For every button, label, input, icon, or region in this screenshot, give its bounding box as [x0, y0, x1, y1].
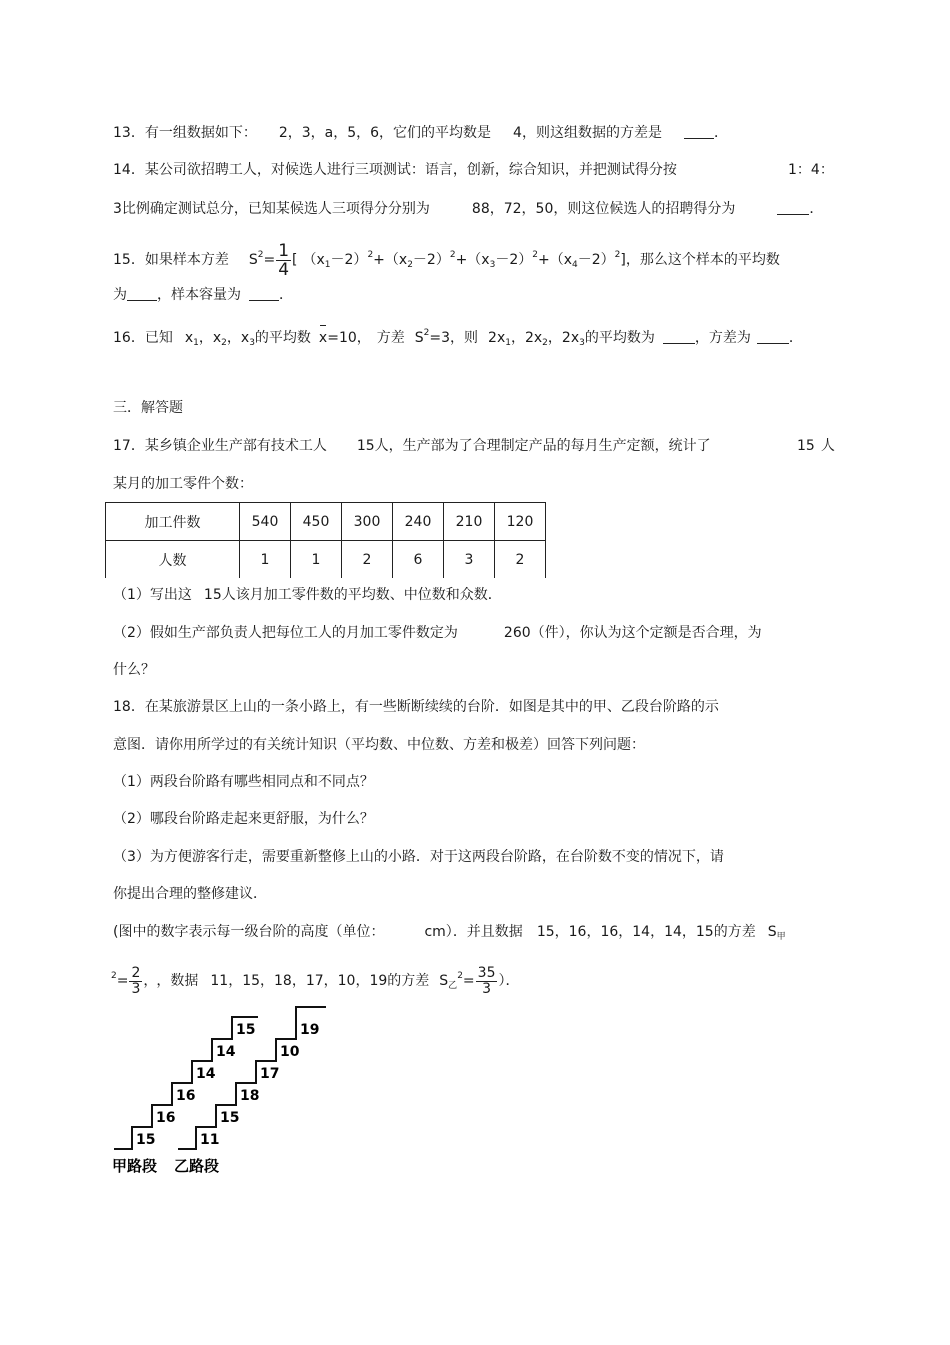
table-cell: 1 — [240, 541, 291, 579]
question-16: 16．已知 $x_1$，$x_2$，$x_3$的平均数 x=10， 方差 $S^2=3$，则 $2x_1$，$2x_2$，$2x_3$的平均数为 ，方差为 ． — [113, 328, 803, 348]
q18-note-line2: $^2$= $\frac{2}{3}$ ， ，数据 11，15，18，17，10，19的方差 $S_乙^2=$ $\frac{35}{3}$ ）． — [111, 964, 520, 997]
yi-step-height: 18 — [240, 1088, 260, 1104]
table-cell: 2 — [342, 541, 393, 579]
q13-text-b: 它们的平均数是 — [393, 125, 492, 141]
jia-step-height: 14 — [216, 1044, 236, 1060]
table-cell: 120 — [495, 503, 546, 541]
q18-part-2: （2）哪段台阶路走起来更舒服，为什么？ — [113, 811, 374, 827]
q16-number: 16． — [113, 330, 145, 346]
yi-step-height: 11 — [200, 1132, 220, 1148]
q17-part-2: （2）假如生产部负责人把每位工人的月加工零件数定为 260（件），你认为这个定额是否合理，为 — [113, 625, 762, 641]
jia-step-height: 15 — [136, 1132, 156, 1148]
q18-part-3: （3）为方便游客行走，需要重新整修上山的小路．对于这两段台阶路，在台阶数不变的情况下，请 — [113, 849, 724, 865]
q17-part-1: （1）写出这 15人该月加工零件数的平均数、中位数和众数． — [113, 587, 502, 603]
q14-text-b: 比例确定测试总分，已知某候选人三项得分分别为 — [121, 201, 430, 217]
question-18-line2: 意图．请你用所学过的有关统计知识（平均数、中位数、方差和极差）回答下列问题： — [113, 737, 645, 753]
yi-step-height: 17 — [260, 1066, 280, 1082]
jia-step-height: 14 — [196, 1066, 216, 1082]
q13-text-a: 有一组数据如下： — [144, 125, 257, 141]
q18-note-line1: (图中的数字表示每一级台阶的高度（单位： cm）．并且数据 15，16，16，14，14，15的方差 $S_甲$ — [113, 924, 786, 942]
label-yi: 乙路段 — [174, 1157, 220, 1175]
question-14-line1 — [113, 160, 677, 180]
question-17-line1: 17．某乡镇企业生产部有技术工人 15人，生产部为了合理制定产品的每月生产定额，统计了 — [113, 438, 711, 454]
question-15-line2: 为 ，样本容量为 ． — [113, 287, 293, 303]
table-header-cell: 人数 — [106, 541, 240, 579]
question-17-line2: 某月的加工零件个数： — [113, 476, 253, 492]
table-row — [106, 541, 546, 579]
table-cell: 3 — [444, 541, 495, 579]
parts-table — [105, 502, 546, 578]
table-cell: 6 — [393, 541, 444, 579]
q18-part-1: （1）两段台阶路有哪些相同点和不同点？ — [113, 774, 374, 790]
yi-step-height: 10 — [280, 1044, 300, 1060]
q13-answer-blank[interactable] — [684, 124, 714, 139]
q17-number: 17． — [113, 438, 145, 454]
q15-text-b: ，那么这个样本的平均数 — [625, 252, 780, 268]
jia-step-height: 16 — [156, 1110, 176, 1126]
table-cell: 300 — [342, 503, 393, 541]
question-13: 13．有一组数据如下： 2，3，a，5，6，它们的平均数是 4，则这组数据的方差是 ． — [113, 125, 728, 141]
q16-mean-blank[interactable] — [663, 329, 695, 344]
table-cell: 540 — [240, 503, 291, 541]
q14-number: 14． — [113, 162, 145, 178]
question-15-line1: 15．如果样本方差 $S^2=$ $\frac{1}{4}$ [ $(x_1-2)^2+(x_2-2)^2+(x_3-2)^2+(x_4-2)^2$]，那么这个样本的平均数 — [113, 240, 780, 280]
q13-number: 13． — [113, 125, 145, 141]
q15-size-blank[interactable] — [249, 286, 279, 301]
table-cell: 210 — [444, 503, 495, 541]
yi-step-height: 15 — [220, 1110, 240, 1126]
q17-part-2-cont: 什么？ — [113, 662, 155, 678]
q13-text-c: 则这组数据的方差是 — [535, 125, 662, 141]
table-header-cell: 加工件数 — [106, 503, 240, 541]
yi-step-height: 19 — [300, 1022, 320, 1038]
label-jia: 甲路段 — [112, 1157, 158, 1175]
q14-scores: 88，72，50， — [471, 201, 568, 217]
q18-part-3-cont: 你提出合理的整修建议． — [113, 886, 267, 902]
section-title: 三．解答题 — [113, 400, 183, 416]
question-18-line1: 18．在某旅游景区上山的一条小路上，有一些断断续续的台阶．如图是其中的甲、乙段台阶路的示 — [113, 699, 719, 715]
q13-data: 2，3，a，5，6， — [278, 125, 394, 141]
q13-mean: 4， — [513, 125, 536, 141]
q15-text-a: 如果样本方差 — [144, 252, 229, 268]
table-cell: 1 — [291, 541, 342, 579]
jia-step-height: 16 — [176, 1088, 196, 1104]
q15-mean-blank[interactable] — [127, 286, 157, 301]
table-cell: 450 — [291, 503, 342, 541]
variance-jia-fraction: $\frac{2}{3}$ — [131, 964, 141, 997]
variance-yi-fraction: $\frac{35}{3}$ — [477, 964, 496, 997]
q14-text-c: 则这位候选人的招聘得分为 — [567, 201, 736, 217]
table-cell: 240 — [393, 503, 444, 541]
q18-number: 18． — [113, 699, 145, 715]
q17-count-2: 15 人 — [797, 438, 835, 454]
q15-number: 15． — [113, 252, 145, 268]
q16-xbar: x — [318, 330, 328, 346]
table-cell: 2 — [495, 541, 546, 579]
q15-fraction: $\frac{1}{4}$ — [278, 240, 290, 280]
q14-text-a: 某公司欲招聘工人，对候选人进行三项测试：语言，创新，综合知识，并把测试得分按 — [144, 162, 677, 178]
q16-variance-blank[interactable] — [757, 329, 789, 344]
table-row — [106, 503, 546, 541]
q14-answer-blank[interactable] — [777, 200, 809, 215]
question-14-line2: 3比例确定测试总分，已知某候选人三项得分分别为 88，72，50，则这位候选人的招聘得分为 ． — [113, 201, 824, 217]
jia-step-height: 15 — [236, 1022, 256, 1038]
q14-ratio: 1：4： — [788, 162, 834, 178]
staircase-figure — [110, 1003, 330, 1178]
